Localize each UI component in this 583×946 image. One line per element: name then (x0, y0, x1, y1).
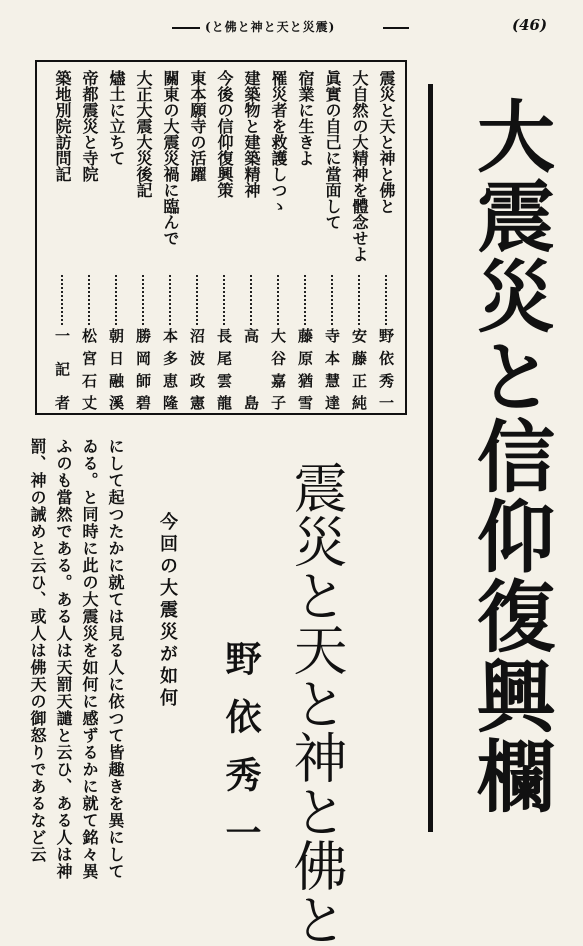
toc-item-author: 沼波政憲 (188, 328, 206, 410)
toc-item-author: 朝日融溪 (107, 328, 125, 410)
toc-item-title: 帝都震災と寺院 (80, 70, 99, 182)
toc-leader-dots (223, 275, 225, 325)
toc-item[interactable] (184, 70, 210, 408)
toc-leader-dots (115, 275, 117, 325)
toc-item[interactable] (238, 70, 264, 408)
toc-item-author: 藤原猶雪 (296, 328, 314, 410)
toc-item[interactable] (211, 70, 237, 408)
body-line: にして起つたかに就ては見る人に依つて皆趣きを異にして (106, 438, 125, 880)
article-body (24, 438, 128, 908)
toc-item[interactable] (373, 70, 399, 408)
article-author: 野依秀一 (220, 640, 262, 872)
toc-item-title: 燼土に立ちて (107, 70, 126, 166)
toc-item-author: 野依秀一 (377, 328, 395, 410)
toc-item-title: 建築物と建築精神 (242, 70, 261, 198)
toc-item-title: 關東の大震災禍に臨んで (161, 70, 180, 246)
toc-item-title: 罹災者を救護しつゝ (269, 70, 288, 214)
table-of-contents (35, 60, 407, 415)
toc-item-author: 勝岡師碧 (134, 328, 152, 410)
toc-item-author: 長尾雲龍 (215, 328, 233, 410)
toc-item-title: 今後の信仰復興策 (215, 70, 234, 198)
body-line: ゐる。と同時に此の大震災を如何に感ずるかに就て銘々異 (80, 438, 99, 880)
toc-item-title: 眞實の自己に當面して (323, 70, 342, 230)
toc-item[interactable] (103, 70, 129, 408)
body-line: ふのも當然である。ある人は天罰天譴と云ひ、ある人は神 (54, 438, 73, 880)
toc-item[interactable] (157, 70, 183, 408)
toc-item-author: 高島 (242, 328, 260, 410)
toc-item[interactable] (49, 70, 75, 408)
toc-leader-dots (331, 275, 333, 325)
section-heading: 今回の大震災が如何 (157, 512, 178, 710)
toc-item[interactable] (319, 70, 345, 408)
toc-leader-dots (169, 275, 171, 325)
toc-item[interactable] (76, 70, 102, 408)
toc-item-title: 大正大震大災後記 (134, 70, 153, 198)
toc-item-title: 築地別院訪問記 (53, 70, 72, 182)
toc-item[interactable] (130, 70, 156, 408)
toc-leader-dots (277, 275, 279, 325)
toc-leader-dots (61, 275, 63, 325)
toc-leader-dots (385, 275, 387, 325)
toc-item-title: 大自然の大精神を體念せよ (350, 70, 369, 262)
toc-item-title: 震災と天と神と佛と (377, 70, 396, 214)
running-head-title: (と佛と神と天と災震) (205, 20, 336, 34)
toc-item-author: 松宮石丈 (80, 328, 98, 410)
toc-item-title: 東本願寺の活躍 (188, 70, 207, 182)
toc-item[interactable] (265, 70, 291, 408)
toc-item[interactable] (292, 70, 318, 408)
toc-item-author: 一記者 (53, 328, 71, 410)
toc-item-author: 本多恵隆 (161, 328, 179, 410)
running-head-rule-right (383, 27, 409, 29)
toc-leader-dots (88, 275, 90, 325)
column-heading: 大震災と信仰復興欄 (464, 96, 555, 816)
toc-item[interactable] (346, 70, 372, 408)
toc-item-author: 安藤正純 (350, 328, 368, 410)
toc-leader-dots (142, 275, 144, 325)
toc-leader-dots (358, 275, 360, 325)
body-line: 罰、神の誡めと云ひ、或人は佛天の御怒りであるなど云 (28, 438, 47, 863)
article-title: 震災と天と神と佛と (285, 460, 348, 946)
toc-leader-dots (304, 275, 306, 325)
toc-item-title: 宿業に生きよ (296, 70, 315, 166)
toc-item-author: 寺本慧達 (323, 328, 341, 410)
toc-leader-dots (196, 275, 198, 325)
column-heading-panel (428, 84, 580, 832)
toc-item-author: 大谷嘉子 (269, 328, 287, 410)
page-number: (46) (512, 16, 548, 34)
toc-leader-dots (250, 275, 252, 325)
running-head (0, 16, 583, 40)
running-head-rule-left (172, 27, 200, 29)
